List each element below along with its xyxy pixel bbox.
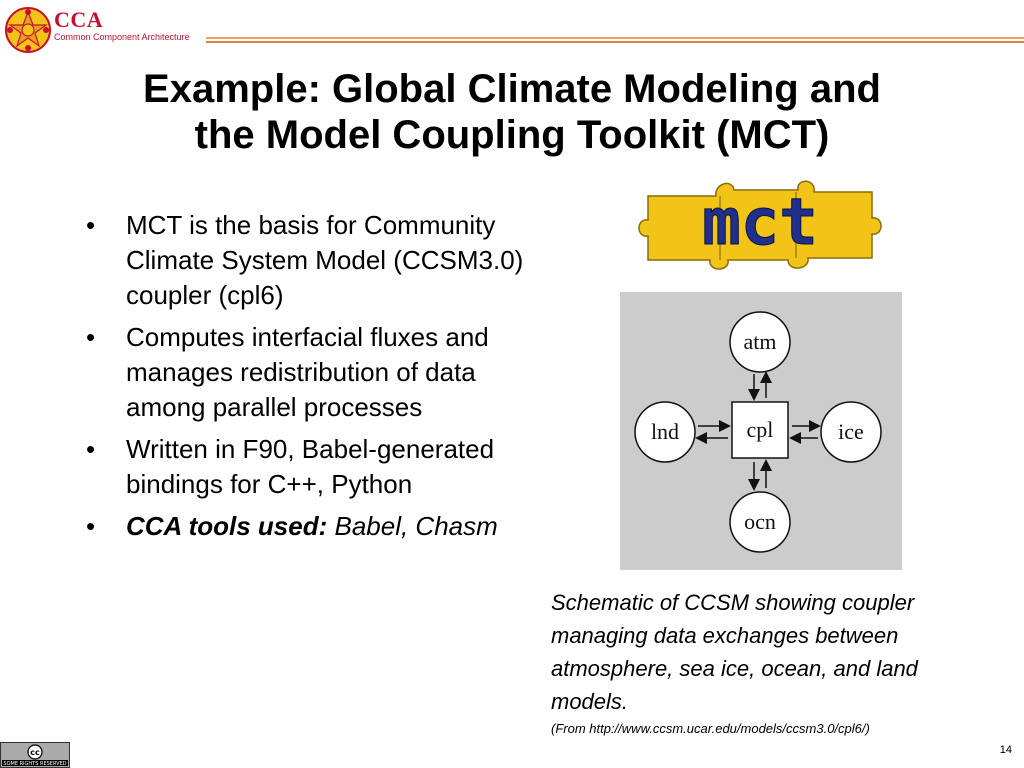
cc-text: SOME RIGHTS RESERVED [3, 761, 67, 767]
header-rule [206, 37, 1024, 43]
ice-label: ice [838, 419, 864, 444]
bullet-text: Written in F90, Babel-generated bindings for C++, Python [126, 434, 495, 499]
bullet-glyph: • [86, 210, 96, 240]
bullet-glyph: • [86, 511, 96, 541]
bullet-item [84, 432, 544, 502]
logo-full-name: Common Component Architecture [54, 32, 190, 42]
bullet-glyph: • [86, 434, 96, 464]
bullet-item [84, 320, 544, 425]
schematic-caption: Schematic of CCSM showing coupler managing data exchanges between atmosphere, sea ice, ocean, and land models. [551, 590, 918, 714]
bullet-text: Computes interfacial fluxes and manages redistribution of data among parallel processes [126, 322, 489, 422]
logo-wordmark [54, 8, 190, 42]
cc-symbol: cc [30, 748, 40, 757]
lnd-label: lnd [650, 419, 680, 444]
coupler-label: cpl [746, 417, 774, 442]
bullet-list [84, 208, 544, 551]
mct-logo-text: mct [702, 186, 818, 260]
caption-source: (From http://www.ccsm.ucar.edu/models/ccsm3.0/cpl6/) [551, 721, 870, 736]
slide-title-line-2: the Model Coupling Toolkit (MCT) [194, 113, 830, 157]
bullet-text: Babel, Chasm [327, 511, 498, 541]
schematic-diagram [620, 292, 902, 570]
bullet-item [84, 208, 544, 313]
atm-label: atm [743, 329, 777, 354]
bullet-glyph: • [86, 322, 96, 352]
cca-logo-icon [4, 6, 52, 54]
slide-title [40, 66, 984, 158]
bullet-item [84, 509, 544, 544]
logo-abbreviation: CCA [54, 7, 104, 32]
page-number: 14 [999, 744, 1012, 756]
slide-title-line-1: Example: Global Climate Modeling and [143, 67, 881, 111]
bullet-text: MCT is the basis for Community Climate System Model (CCSM3.0) coupler (cpl6) [126, 210, 524, 310]
ccsm-schematic [620, 292, 902, 570]
creative-commons-badge [0, 742, 70, 768]
bullet-bold-label: CCA tools used: [126, 511, 328, 541]
mct-puzzle-logo [638, 174, 882, 276]
ocn-label: ocn [744, 509, 776, 534]
